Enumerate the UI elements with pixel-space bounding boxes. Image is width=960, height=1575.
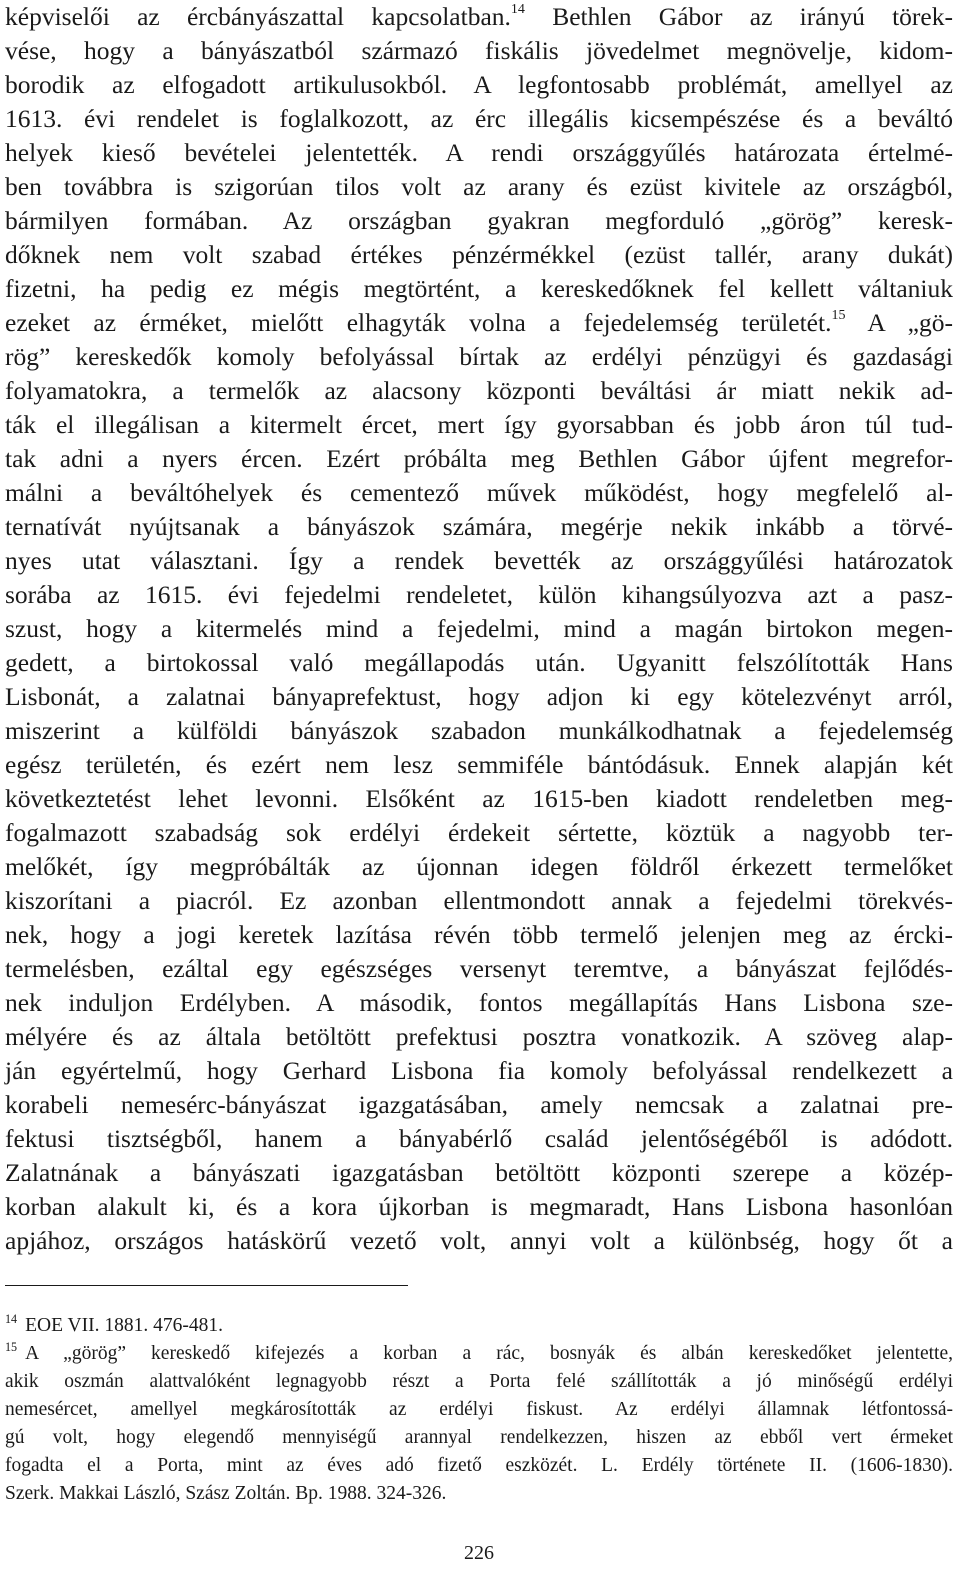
text-segment: szust, hogy a kitermelés mind a fejedelmi, mind a magán birtokon megen- <box>5 614 953 643</box>
text-segment: egész területén, és ezért nem lesz semmiféle bántódásuk. Ennek alapján két <box>5 750 953 779</box>
text-segment: bármilyen formában. Az országban gyakran megforduló „görög” keresk- <box>5 206 953 235</box>
text-line <box>5 1088 953 1122</box>
footnote-line <box>5 1424 953 1452</box>
text-line <box>5 136 953 170</box>
text-line <box>5 782 953 816</box>
footnote-text: Szerk. Makkai László, Szász Zoltán. Bp. 1988. 324-326. <box>5 1483 447 1504</box>
text-line <box>5 340 953 374</box>
text-segment: ternatívát nyújtsanak a bányászok számára, megérje nekik inkább a törvé- <box>5 512 953 541</box>
text-segment: rög” kereskedők komoly befolyással bírtak az erdélyi pénzügyi és gazdasági <box>5 342 953 371</box>
text-segment: A „gö- <box>845 308 953 337</box>
text-line <box>5 1122 953 1156</box>
text-line <box>5 850 953 884</box>
footnote-text: fogadta el a Porta, mint az éves adó fizető eszközét. L. Erdély története II. (1606-1830). <box>5 1455 953 1476</box>
text-line <box>5 816 953 850</box>
text-segment: fektusi tisztségből, hanem a bányabérlő család jelentőségéből is adódott. <box>5 1124 953 1153</box>
text-segment: dőknek nem volt szabad értékes pénzérmékkel (ezüst tallér, arany dukát) <box>5 240 953 269</box>
text-segment: vése, hogy a bányászatból származó fiskális jövedelmet megnövelje, kidom- <box>5 36 953 65</box>
text-line <box>5 544 953 578</box>
footnote-reference[interactable]: 15 <box>831 308 846 324</box>
text-segment: mélyére és az általa betöltött prefektusi posztra vonatkozik. A szöveg alap- <box>5 1022 953 1051</box>
text-segment: ben továbbra is szigorúan tilos volt az arany és ezüst kivitele az országból, <box>5 172 953 201</box>
footnotes <box>5 1311 953 1508</box>
text-segment: borodik az elfogadott artikulusokból. A legfontosabb problémát, amellyel az <box>5 70 953 99</box>
text-line <box>5 0 953 34</box>
text-segment: 1613. évi rendelet is foglalkozott, az érc illegális kicsempészése és a beváltó <box>5 104 953 133</box>
text-segment: Zalatnának a bányászati igazgatásban betöltött központi szerepe a közép- <box>5 1158 953 1187</box>
text-line <box>5 34 953 68</box>
text-line <box>5 170 953 204</box>
text-segment: nyes utat választani. Így a rendek bevették az országgyűlési határozatok <box>5 546 953 575</box>
text-line <box>5 68 953 102</box>
footnote-text: gú volt, hogy elegendő mennyiségű arannyal rendelkezzen, hiszen az ebből vert érmeket <box>5 1427 953 1448</box>
footnote-text: A „görög” kereskedő kifejezés a korban a rác, bosnyák és albán kereskedőket jelentette, <box>25 1343 953 1364</box>
main-paragraph <box>5 0 953 1258</box>
footnote-number: 15 <box>5 1339 18 1354</box>
text-segment: nek, hogy a jogi keretek lazítása révén több termelő jelenjen meg az ércki- <box>5 920 953 949</box>
text-segment: fizetni, ha pedig ez mégis megtörtént, a kereskedőknek fel kellett váltaniuk <box>5 274 953 303</box>
footnote-number: 14 <box>5 1311 18 1326</box>
text-line <box>5 102 953 136</box>
text-segment: Lisbonát, a zalatnai bányaprefektust, hogy adjon ki egy kötelezvényt arról, <box>5 682 953 711</box>
footnote-text: EOE VII. 1881. 476-481. <box>25 1315 223 1336</box>
text-line <box>5 272 953 306</box>
text-line <box>5 510 953 544</box>
document-page <box>5 0 953 1575</box>
text-segment: Bethlen Gábor az irányú törek- <box>524 2 953 31</box>
text-segment: tak adni a nyers ércen. Ezért próbálta meg Bethlen Gábor újfent megrefor- <box>5 444 953 473</box>
text-line <box>5 680 953 714</box>
text-line <box>5 646 953 680</box>
text-line <box>5 748 953 782</box>
footnote-reference[interactable]: 14 <box>510 2 525 18</box>
text-line <box>5 578 953 612</box>
text-segment: képviselői az ércbányászattal kapcsolatban. <box>5 2 511 31</box>
text-line <box>5 714 953 748</box>
page-number: 226 <box>464 1542 494 1564</box>
text-segment: korabeli nemesérc-bányászat igazgatásában, amely nemcsak a zalatnai pre- <box>5 1090 953 1119</box>
text-segment: ján egyértelmű, hogy Gerhard Lisbona fia komoly befolyással rendelkezett a <box>5 1056 953 1085</box>
text-segment: nek induljon Erdélyben. A második, fontos megállapítás Hans Lisbona sze- <box>5 988 953 1017</box>
text-line <box>5 306 953 340</box>
footnote-line <box>5 1396 953 1424</box>
text-line <box>5 986 953 1020</box>
text-segment: termelésben, ezáltal egy egészséges versenyt teremtve, a bányászat fejlődés- <box>5 954 953 983</box>
text-line <box>5 918 953 952</box>
text-segment: következtetést lehet levonni. Elsőként az 1615-ben kiadott rendeletben meg- <box>5 784 953 813</box>
text-line <box>5 884 953 918</box>
text-segment: sorába az 1615. évi fejedelmi rendeletet, külön kihangsúlyozva azt a pasz- <box>5 580 953 609</box>
text-line <box>5 1190 953 1224</box>
text-segment: kiszorítani a piacról. Ez azonban ellentmondott annak a fejedelmi törekvés- <box>5 886 953 915</box>
footnote-line <box>5 1452 953 1480</box>
text-segment: málni a beváltóhelyek és cementező művek működést, hogy megfelelő al- <box>5 478 953 507</box>
text-line <box>5 374 953 408</box>
text-line <box>5 408 953 442</box>
footnote-line <box>5 1368 953 1396</box>
text-line <box>5 952 953 986</box>
footnote-line <box>5 1340 953 1368</box>
text-segment: gedett, a birtokossal való megállapodás után. Ugyanitt felszólították Hans <box>5 648 953 677</box>
text-line <box>5 1156 953 1190</box>
text-line <box>5 238 953 272</box>
text-line <box>5 1020 953 1054</box>
text-line <box>5 476 953 510</box>
text-line <box>5 1054 953 1088</box>
text-segment: ták el illegálisan a kitermelt ércet, mert így gyorsabban és jobb áron túl tud- <box>5 410 953 439</box>
footnote-line <box>5 1311 953 1340</box>
text-line <box>5 442 953 476</box>
text-segment: fogalmazott szabadság sok erdélyi érdekeit sértette, köztük a nagyobb ter- <box>5 818 953 847</box>
text-segment: ezeket az érméket, mielőtt elhagyták volna a fejedelemség területét. <box>5 308 832 337</box>
text-segment: helyek kieső bevételei jelentették. A rendi országgyűlés határozata értelmé- <box>5 138 953 167</box>
text-line <box>5 204 953 238</box>
text-segment: melőkét, így megpróbálták az újonnan idegen földről érkezett termelőket <box>5 852 953 881</box>
text-segment: apjához, országos hatáskörű vezető volt, annyi volt a különbség, hogy őt a <box>5 1226 953 1255</box>
text-line <box>5 612 953 646</box>
text-segment: korban alakult ki, és a kora újkorban is megmaradt, Hans Lisbona hasonlóan <box>5 1192 953 1221</box>
footnote-separator <box>5 1285 408 1286</box>
footnote-text: nemesércet, amellyel megkárosították az erdélyi fiskust. Az erdélyi államnak létfontossá- <box>5 1399 953 1420</box>
text-segment: folyamatokra, a termelők az alacsony központi beváltási ár miatt nekik ad- <box>5 376 953 405</box>
footnote-text: akik oszmán alattvalóként legnagyobb részt a Porta felé szállították a jó minőségű erdélyi <box>5 1371 953 1392</box>
text-segment: miszerint a külföldi bányászok szabadon munkálkodhatnak a fejedelemség <box>5 716 953 745</box>
text-line <box>5 1224 953 1258</box>
footnote-line <box>5 1480 953 1508</box>
